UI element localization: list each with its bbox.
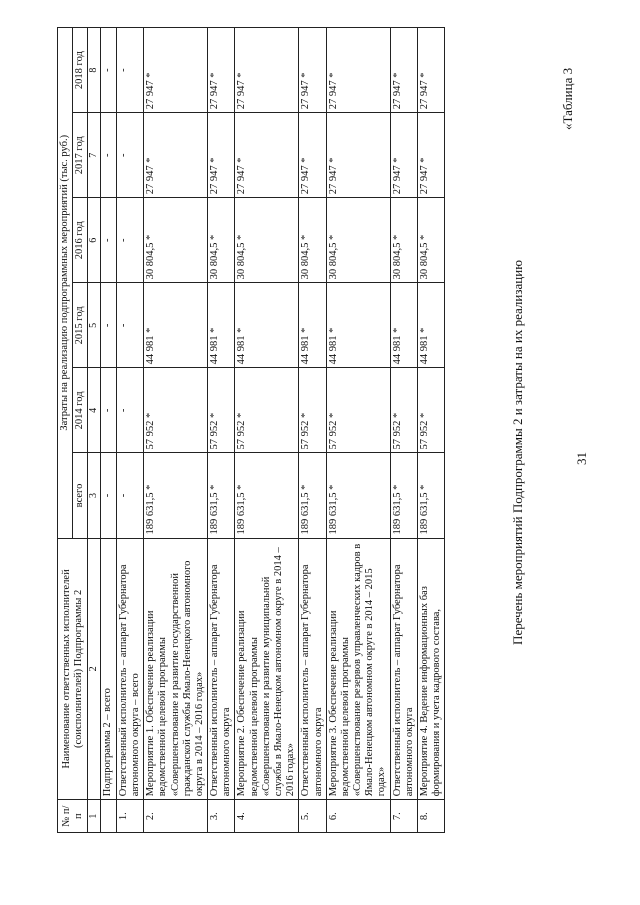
row-number: 5. (299, 800, 326, 833)
table-row (208, 28, 235, 833)
cost-cell-y2018: 27 947 * (417, 28, 444, 113)
cost-cell-total: 189 631,5 * (326, 453, 390, 538)
cost-cell-y2017: 27 947 * (326, 113, 390, 198)
cost-cell-y2015: 44 981 * (144, 283, 208, 368)
column-number: 4 (88, 368, 101, 453)
cost-cell-y2018: 27 947 * (390, 28, 417, 113)
cost-cell-y2018: 27 947 * (299, 28, 326, 113)
cost-cell-y2016: 30 804,5 * (144, 198, 208, 283)
cost-cell-total: - (116, 453, 143, 538)
cost-cell-y2016: - (116, 198, 143, 283)
cost-cell-y2015: 44 981 * (326, 283, 390, 368)
column-number: 7 (88, 113, 101, 198)
cost-cell-y2015: 44 981 * (390, 283, 417, 368)
row-number: 6. (326, 800, 390, 833)
cost-cell-total: 189 631,5 * (235, 453, 299, 538)
cost-cell-y2017: - (116, 113, 143, 198)
column-number: 3 (88, 453, 101, 538)
cost-cell-total: 189 631,5 * (390, 453, 417, 538)
table-body (100, 28, 444, 833)
cost-cell-y2014: 57 952 * (299, 368, 326, 453)
cost-cell-y2018: 27 947 * (235, 28, 299, 113)
table-row (417, 28, 444, 833)
header-2018: 2018 год (73, 28, 88, 113)
cost-cell-y2017: 27 947 * (235, 113, 299, 198)
row-name: Подпрограмма 2 – всего (100, 538, 116, 800)
cost-cell-y2014: 57 952 * (208, 368, 235, 453)
row-number: 4. (235, 800, 299, 833)
header-costs-group: Затраты на реализацию подпрограммных мероприятий (тыс. руб.) (58, 28, 73, 539)
header-name: Наименование ответственных исполнителей (соисполнителей) Подпрограммы 2 (58, 538, 88, 800)
cost-cell-y2015: - (116, 283, 143, 368)
cost-cell-y2016: 30 804,5 * (326, 198, 390, 283)
cost-cell-y2017: - (100, 113, 116, 198)
table-row (326, 28, 390, 833)
table-row (100, 28, 116, 833)
cost-cell-y2015: 44 981 * (299, 283, 326, 368)
cost-cell-y2016: 30 804,5 * (417, 198, 444, 283)
column-number: 5 (88, 283, 101, 368)
header-total: всего (73, 453, 88, 538)
cost-cell-y2018: 27 947 * (144, 28, 208, 113)
header-num: № п/п (58, 800, 88, 833)
cost-cell-y2014: 57 952 * (144, 368, 208, 453)
row-name: Мероприятие 2. Обеспечение реализации ведомственной целевой программы «Совершенствование и развитие муниципальной службы в Ямало-Ненецком автономном округе в 2014 – 2016 годах» (235, 538, 299, 800)
cost-cell-y2018: 27 947 * (208, 28, 235, 113)
cost-cell-total: 189 631,5 * (417, 453, 444, 538)
row-name: Ответственный исполнитель – аппарат Губернатора автономного округа (208, 538, 235, 800)
cost-cell-total: - (100, 453, 116, 538)
cost-cell-total: 189 631,5 * (144, 453, 208, 538)
row-name: Мероприятие 1. Обеспечение реализации ведомственной целевой программы «Совершенствование и развитие государственной гражданской службы Ямало-Ненецкого автономного округа в 2014 – 2016 годах» (144, 538, 208, 800)
costs-table (57, 27, 445, 833)
header-2016: 2016 год (73, 198, 88, 283)
cost-cell-y2015: 44 981 * (235, 283, 299, 368)
cost-cell-y2014: 57 952 * (235, 368, 299, 453)
cost-cell-y2017: 27 947 * (299, 113, 326, 198)
table-row (235, 28, 299, 833)
row-number: 7. (390, 800, 417, 833)
cost-cell-y2014: 57 952 * (417, 368, 444, 453)
cost-cell-y2014: 57 952 * (326, 368, 390, 453)
header-2014: 2014 год (73, 368, 88, 453)
header-2017: 2017 год (73, 113, 88, 198)
row-number: 3. (208, 800, 235, 833)
cost-cell-total: 189 631,5 * (208, 453, 235, 538)
cost-cell-y2014: 57 952 * (390, 368, 417, 453)
row-number: 2. (144, 800, 208, 833)
table-row (144, 28, 208, 833)
row-number: 1. (116, 800, 143, 833)
cost-cell-y2015: - (100, 283, 116, 368)
column-number-row (88, 28, 101, 833)
cost-cell-total: 189 631,5 * (299, 453, 326, 538)
cost-cell-y2016: 30 804,5 * (390, 198, 417, 283)
row-name: Ответственный исполнитель – аппарат Губернатора автономного округа – всего (116, 538, 143, 800)
cost-cell-y2014: - (100, 368, 116, 453)
row-number (100, 800, 116, 833)
cost-cell-y2018: 27 947 * (326, 28, 390, 113)
cost-cell-y2018: - (116, 28, 143, 113)
cost-cell-y2016: 30 804,5 * (235, 198, 299, 283)
cost-cell-y2015: 44 981 * (417, 283, 444, 368)
row-name: Ответственный исполнитель – аппарат Губернатора автономного округа (299, 538, 326, 800)
table-row (390, 28, 417, 833)
row-name: Мероприятие 4. Ведение информационных баз формирования и учета кадрового состава, (417, 538, 444, 800)
page-number: 31 (574, 452, 589, 465)
cost-cell-y2014: - (116, 368, 143, 453)
document-title: Перечень мероприятий Подпрограммы 2 и затраты на их реализацию (510, 260, 525, 645)
row-number: 8. (417, 800, 444, 833)
cost-cell-y2017: 27 947 * (390, 113, 417, 198)
cost-cell-y2017: 27 947 * (417, 113, 444, 198)
cost-cell-y2015: 44 981 * (208, 283, 235, 368)
row-name: Мероприятие 3. Обеспечение реализации ведомственной целевой программы «Совершенствование резервов управленческих кадров в Ямало-Ненецком автономном округе в 2014 – 2015 годах» (326, 538, 390, 800)
table-row (299, 28, 326, 833)
column-number: 6 (88, 198, 101, 283)
row-name: Ответственный исполнитель – аппарат Губернатора автономного округа (390, 538, 417, 800)
cost-cell-y2016: 30 804,5 * (208, 198, 235, 283)
table-number: «Таблица 3 (560, 67, 575, 130)
cost-cell-y2017: 27 947 * (144, 113, 208, 198)
table-row (116, 28, 143, 833)
cost-cell-y2018: - (100, 28, 116, 113)
cost-cell-y2016: - (100, 198, 116, 283)
cost-cell-y2017: 27 947 * (208, 113, 235, 198)
column-number: 8 (88, 28, 101, 113)
cost-cell-y2016: 30 804,5 * (299, 198, 326, 283)
column-number: 2 (88, 538, 101, 800)
header-2015: 2015 год (73, 283, 88, 368)
column-number: 1 (88, 800, 101, 833)
